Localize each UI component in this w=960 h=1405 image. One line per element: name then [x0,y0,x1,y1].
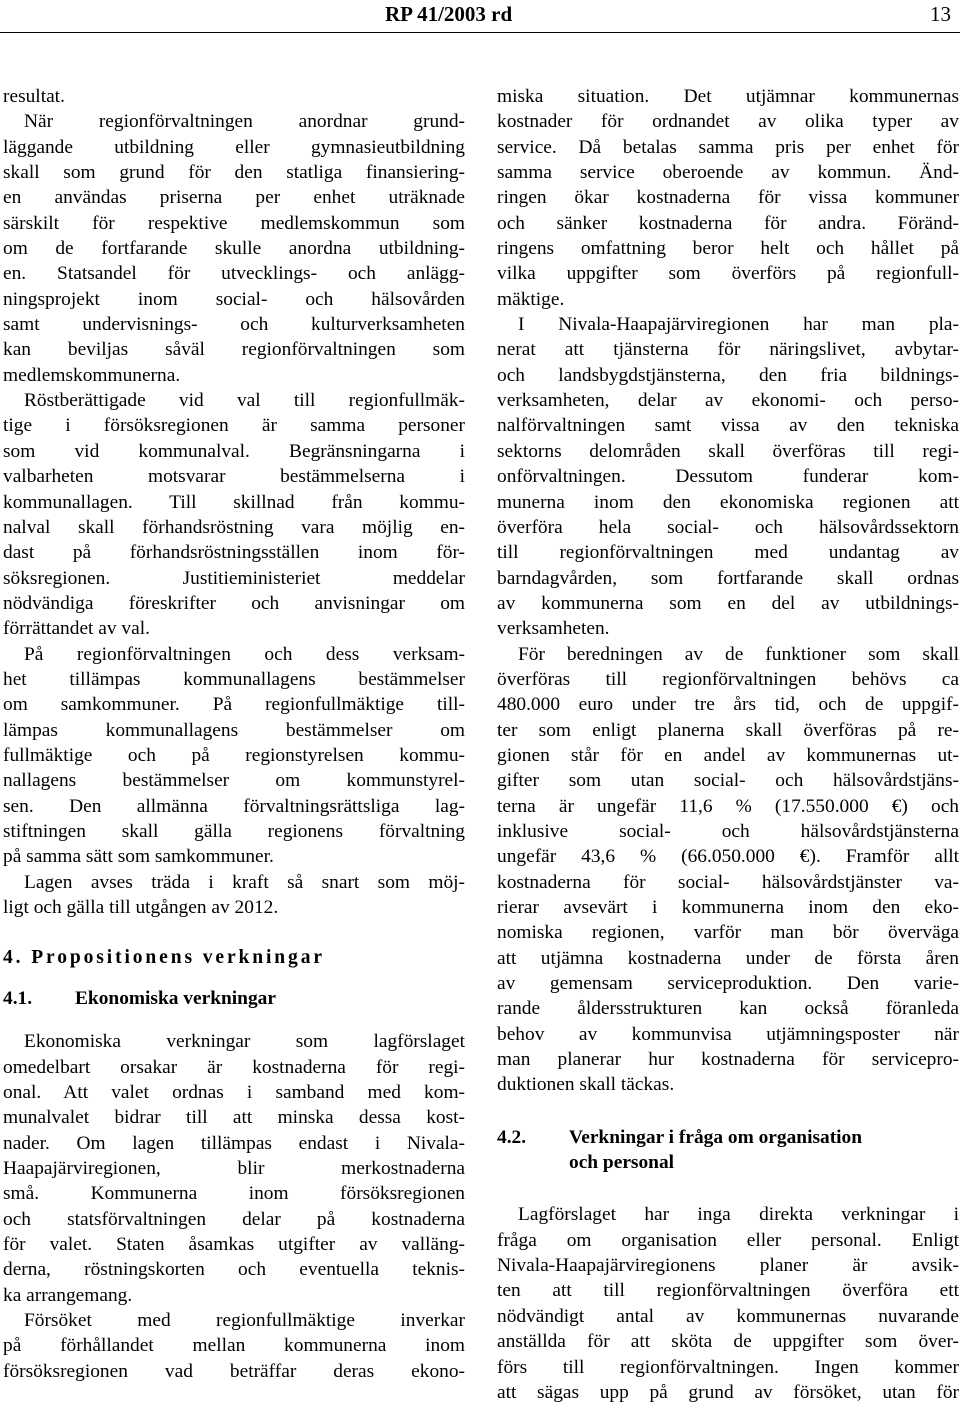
text-line: ligt och gälla till utgången av 2012. [3,897,279,918]
document-header-title: RP 41/2003 rd [385,2,513,26]
text-line: derna, röstningskorten och eventuella teknis- [3,1259,465,1281]
paragraph [3,84,465,109]
text-line: sektorns delområden skall överföras till regi- [497,440,959,462]
left-column [3,84,465,1384]
text-line: vilka uppgifter som överförs på regionfull- [497,263,959,285]
text-line: ningsprojekt inom social- och hälsovården [3,288,465,310]
text-line: en. Statsandel för utvecklings- och anlägg- [3,263,465,285]
text-line: gifter som utan social- och hälsovårdstjäns- [497,770,959,792]
text-line: rande åldersstrukturen kan också föranleda [497,998,959,1020]
text-line: I Nivala-Haapajärviregionen har man pla- [518,314,959,336]
text-line: nödvändigt antal av kommunernas nuvarande [497,1305,959,1327]
text-line: kan beviljas såväl regionförvaltningen som [3,339,465,361]
text-line: nalförvaltningen samt vissa av den tekniska [497,415,959,437]
text-line: samt undervisnings- och kulturverksamheten [3,314,465,336]
text-line: På regionförvaltningen och dess verksam- [24,643,465,665]
section-number: 4.1. [3,988,33,1010]
text-line: och landsbygdstjänsterna, den fria bildnings- [497,364,959,386]
text-line: försöksregionen vad beträffar deras ekono- [3,1360,465,1382]
text-line: munalvalet bidrar till att minska dessa kost- [3,1107,465,1129]
text-line: överföra hela social- och hälsovårdssektorn [497,516,959,538]
text-line: förs till regionförvaltningen. Ingen kommer [497,1356,959,1378]
text-line: het tillämpas kommunallagens bestämmelser [3,668,465,690]
text-line: anställda för att sköta de uppgifter som över- [497,1331,959,1353]
section-heading-4-2 [497,1125,959,1176]
text-line: av gemensam serviceproduktion. Den varie- [497,973,959,995]
text-line: Ekonomiska verkningar som lagförslaget [24,1031,465,1053]
text-line: valbarheten motsvarar bestämmelserna i [3,466,465,488]
text-line: Haapajärviregionen, blir merkostnaderna [3,1158,465,1180]
text-line: samma service oberoende av kommun. Änd- [497,162,959,184]
text-line: en användas priserna per enhet uträknade [3,187,465,209]
text-line: som vid kommunalval. Begränsningarna i [3,440,465,462]
text-line: Lagförslaget har inga direkta verkningar i [518,1204,959,1226]
paragraph [3,1029,465,1308]
text-line: gionen står för en andel av kommunernas ut- [497,744,959,766]
text-line: resultat. [3,86,65,107]
section-title-line: och personal [569,1152,675,1174]
text-line: medlemskommunerna. [3,364,181,386]
text-line: nomiska regionen, varför man bör överväga [497,922,959,944]
text-line: Röstberättigade vid val till regionfullmäk- [24,390,465,412]
text-line: 480.000 euro under tre års tid, och de uppgif- [497,694,959,716]
text-line: Nivala-Haapajärviregionens planer är avsik- [497,1255,959,1277]
text-line: till regionförvaltningen med undantag av [497,542,959,564]
text-line: små. Kommunerna inom försöksregionen [3,1183,465,1205]
paragraph [497,1202,959,1405]
text-line: miska situation. Det utjämnar kommunernas [497,86,959,107]
section-heading-4: 4. Propositionens verkningar [3,947,325,969]
text-line: att sägas upp på grund av försöket, utan för [497,1381,959,1403]
text-line: tige i försöksregionen är samma personer [3,415,465,437]
text-line: att utjämna kostnaderna under de första åren [497,947,959,969]
text-line: fullmäktige och på regionstyrelsen kommu- [3,744,465,766]
text-line: lämpas kommunallagens bestämmelser om [3,719,465,741]
text-line: skall som grund för den statliga finansiering- [3,162,465,184]
paragraph [3,388,465,641]
text-line: nalval skall förhandsröstning vara möjlig en- [3,516,465,538]
text-line: onförvaltningen. Dessutom funderar kom- [497,466,959,488]
section-heading-4-1 [3,984,465,1029]
paragraph [497,642,959,1098]
text-line: För beredningen av de funktioner som skall [518,643,959,665]
text-line: ungefär 43,6 % (66.050.000 €). Framför allt [497,846,959,868]
paragraph [3,642,465,870]
text-line: rierar avsevärt i kommunerna inom den eko- [497,897,959,918]
paragraph [497,312,959,641]
text-line: mäktige. [497,288,565,310]
header-rule [0,32,960,33]
text-line: och sänker kostnaderna för andra. Föränd- [497,212,959,234]
text-line: ringen ökar kostnaderna för vissa kommuner [497,187,959,209]
text-line: av kommunerna som en del av utbildnings- [497,592,959,614]
text-line: söksregionen. Justitieministeriet meddelar [3,567,465,589]
paragraph [497,84,959,312]
text-line: på förhållandet mellan kommunerna inom [3,1335,465,1357]
text-line: verksamheten, delar av ekonomi- och perso- [497,390,959,412]
text-line: Lagen avses träda i kraft så snart som möj- [24,871,465,893]
text-line: sen. Den allmänna förvaltningsrättsliga lag- [3,795,465,817]
text-line: ringens omfattning beror helt och hållet på [497,238,959,260]
text-line: kommunallagen. Till skillnad från kommu- [3,491,465,513]
text-line: onal. Att valet ordnas i samband med kom- [3,1082,465,1104]
text-line: läggande utbildning eller gymnasieutbildning [3,136,465,158]
text-line: behov av kommunvisa utjämningsposter när [497,1023,959,1045]
right-column [497,84,959,1405]
text-line: duktionen skall täckas. [497,1074,675,1096]
text-line: stiftningen skall gälla regionens förvaltning [3,820,465,842]
text-line: och statsförvaltningen delar på kostnaderna [3,1208,465,1230]
paragraph [3,870,465,921]
text-line: terna är ungefär 11,6 % (17.550.000 €) och [497,795,959,817]
text-line: man planerar hur kostnaderna för servicepro- [497,1049,959,1071]
text-line: överföras till regionförvaltningen behövs ca [497,668,959,690]
text-line: Försöket med regionfullmäktige inverkar [24,1310,465,1332]
text-line: nerat att tjänsterna för näringslivet, avbytar- [497,339,959,361]
paragraph [3,109,465,388]
text-line: service. Då betalas samma pris per enhet för [497,136,959,158]
text-line: nallagens bestämmelser om kommunstyrel- [3,770,465,792]
text-line: om samkommuner. På regionfullmäktige till- [3,694,465,716]
text-line: fråga om organisation eller personal. Enligt [497,1229,959,1251]
text-line: munerna inom den ekonomiska regionen att [497,491,959,513]
section-title-line: Verkningar i fråga om organisation [569,1126,863,1148]
text-line: inklusive social- och hälsovårdstjänsterna [497,820,959,842]
text-line: ka arrangemang. [3,1284,133,1306]
text-line: ter som enligt planerna skall överföras på re- [497,719,959,741]
text-line: verksamheten. [497,618,610,640]
text-line: När regionförvaltningen anordnar grund- [24,111,465,133]
text-line: dast på förhandsröstningsställen inom för- [3,542,465,564]
page-number: 13 [930,2,951,26]
text-line: kostnader för ordnandet av olika typer av [497,111,959,133]
text-line: nader. Om lagen tillämpas endast i Nivala- [3,1132,465,1154]
text-line: särskilt för respektive medlemskommun som [3,212,465,234]
section-title: Ekonomiska verkningar [75,988,276,1010]
section-number: 4.2. [497,1126,527,1148]
text-line: barndagvården, som fortfarande skall ordnas [497,567,959,589]
text-line: kostnaderna för social- hälsovårdstjänster va- [497,871,959,893]
text-line: förrättandet av val. [3,618,150,640]
text-line: på samma sätt som samkommuner. [3,846,274,868]
text-line: om de fortfarande skulle anordna utbildning- [3,238,465,260]
text-line: ten att till regionförvaltningen överföra ett [497,1280,959,1302]
paragraph [3,1308,465,1384]
text-line: för valet. Staten åsamkas utgifter av valläng- [3,1234,465,1256]
text-line: nödvändiga föreskrifter och anvisningar om [3,592,465,614]
text-line: omedelbart orsakar är kostnaderna för regi- [3,1056,465,1078]
